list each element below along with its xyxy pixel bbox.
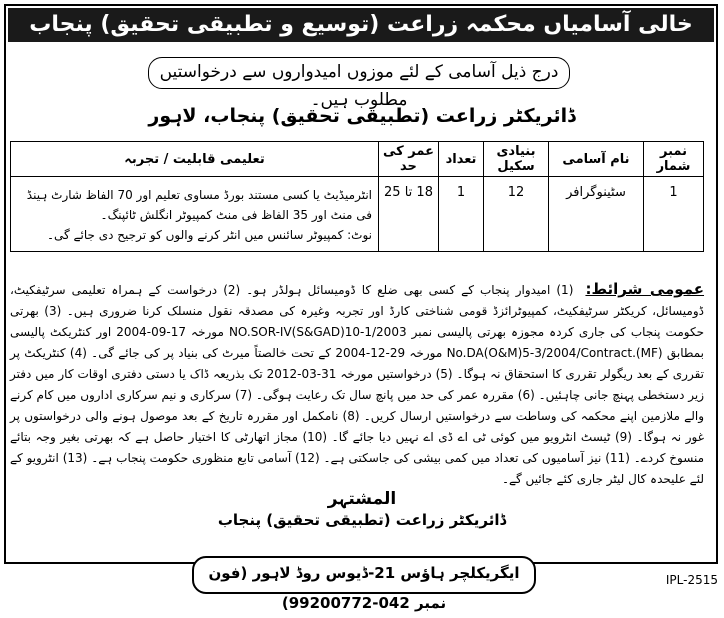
table-header-row: [11, 142, 704, 177]
post-name-cell: سٹینوگرافر: [549, 177, 644, 252]
column-header: نام آسامی: [549, 142, 644, 177]
advertiser-office: ڈائریکٹر زراعت (تطبیقی تحقیق) پنجاب: [217, 511, 507, 529]
age-cell: 18 تا 25: [379, 177, 439, 252]
ad-subheading: درج ذیل آسامی کے لئے موزوں امیدواروں سے درخواستیں مطلوب ہیں۔: [148, 57, 570, 89]
qualification-cell: [11, 177, 379, 252]
serial-cell: 1: [644, 177, 704, 252]
advertiser-label: المشتہر: [327, 489, 397, 509]
office-title: ڈائریکٹر زراعت (تطبیقی تحقیق) پنجاب، لاہور: [148, 105, 576, 127]
column-header: بنیادی سکیل: [484, 142, 549, 177]
column-header: تعلیمی قابلیت / تجربہ: [11, 142, 379, 177]
scale-cell: 12: [484, 177, 549, 252]
reference-code: IPL-2515: [665, 573, 718, 587]
advertiser-block: [0, 488, 724, 529]
conditions-heading: عمومی شرائط:: [585, 280, 705, 298]
count-cell: 1: [439, 177, 484, 252]
posts-table: [10, 141, 704, 252]
ad-title: خالی آسامیاں محکمہ زراعت (توسیع و تطبیقی تحقیق) پنجاب: [8, 8, 714, 42]
column-header: عمر کی حد: [379, 142, 439, 177]
qualification-text: انٹرمیڈیٹ یا کسی مستند بورڈ مساوی تعلیم اور 70 الفاظ شارٹ ہینڈ فی منٹ اور 35 الفاظ فی منٹ کمپیوٹر انگلش ٹائپنگ۔: [26, 188, 372, 222]
qualification-note: نوٹ: کمپیوٹر سائنس میں انٹر کرنے والوں کو ترجیح دی جائے گی۔: [46, 228, 372, 242]
conditions-text: (1) امیدوار پنجاب کے کسی بھی ضلع کا ڈومیسائل ہولڈر ہو۔ (2) درخواست کے ہمراہ تعلیمی سرٹیفکیٹ، ڈومیسائل، کریکٹر سرٹیفکیٹ، کمپیوٹرائزڈ قومی شناختی کارڈ اور تجربہ وغیرہ کی مصدقہ نقول منسلک کرنا ضروری ہیں۔ (3) بھرتی حکومت پنجاب کی جاری کردہ مجوزہ بھرتی پالیسی نمبر NO.SOR-IV(S&GAD)10-1/2003 مورخہ 17-09-2004 اور کنٹریکٹ پالیسی بمطابق No.DA(O&M)5-3/2004/Contract.(MF) مورخہ 29-12-2004 کے تحت خالصتاً میرٹ کی بنیاد پر کی جائے گی۔ (4) کنٹریکٹ پر تقرری کے بعد ریگولر تقرری کا استحقاق نہ ہوگا۔ (5) درخواستیں مورخہ 31-03-2012 تک بذریعہ ڈاک یا دستی دفتری اوقات کار میں دفتر زیر دستخطی پہنچ جانی چاہئیں۔ (6) مقررہ عمر کی حد میں پانچ سال تک رعایت ہوگی۔ (7) سرکاری و نیم سرکاری اداروں میں کام کرنے والے ملازمین اپنے محکمہ کی وساطت سے درخواستیں ارسال کریں۔ (8) نامکمل اور مقررہ تاریخ کے بعد موصول ہونے والی درخواستوں پر غور نہ ہوگا۔ (9) ٹیسٹ انٹرویو میں کوئی ٹی اے ڈی اے نہیں دیا جائے گا۔ (10) مجاز اتھارٹی کا اختیار حاصل ہے کہ بھرتی بغیر وجہ بتائے منسوخ کردے۔ (11) نیز آسامیوں کی تعداد میں کمی بیشی کی جاسکتی ہے۔ (12) آسامی تابع منظوری حکومت پنجاب ہے۔ (13) انٹرویو کے لئے علیحدہ کال لیٹر جاری کئے جائیں گے۔: [10, 283, 705, 486]
address-box: ایگریکلچر ہاؤس 21-ڈیوس روڈ لاہور (فون نمبر 042-99200772): [192, 556, 536, 594]
column-header: تعداد: [439, 142, 484, 177]
column-header: نمبر شمار: [644, 142, 704, 177]
table-row: [11, 177, 704, 252]
general-conditions: [10, 279, 704, 490]
